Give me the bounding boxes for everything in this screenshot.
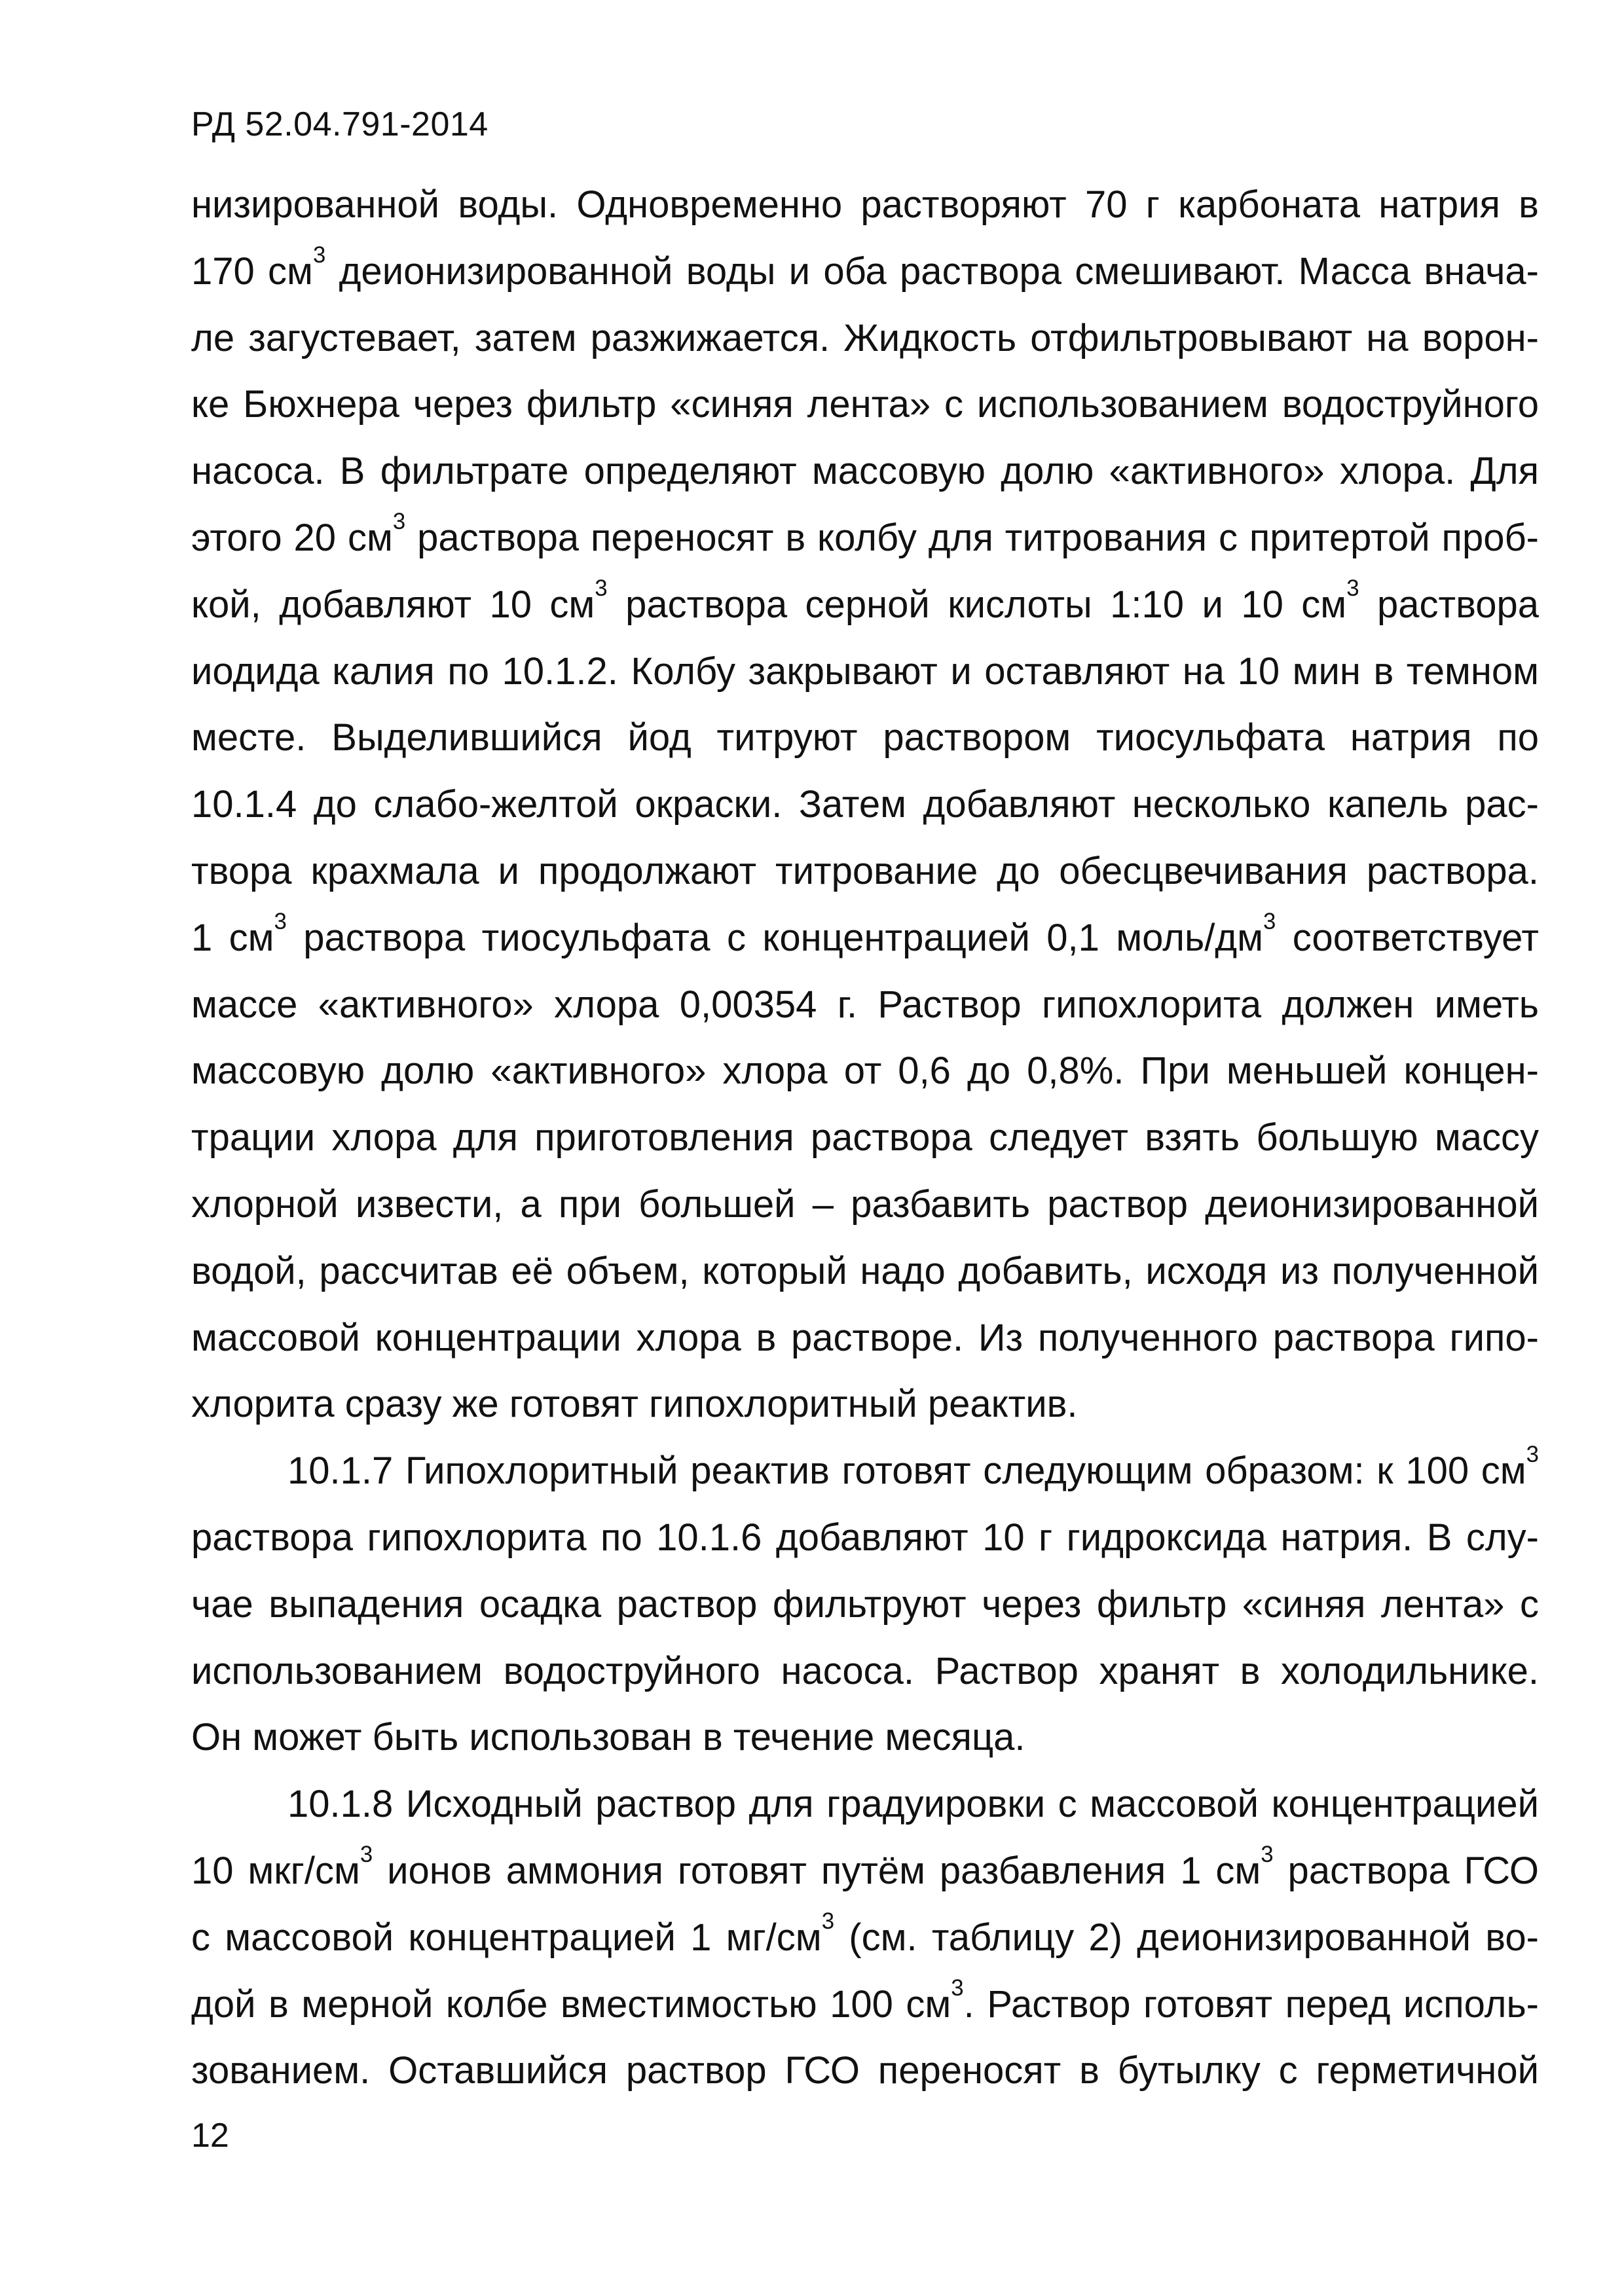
text-segment: массовую долю «активного» хлора от 0,6 до 0,8%. При меньшей концен- — [191, 1049, 1539, 1093]
text-segment: (см. таблицу 2) деионизированной во- — [834, 1916, 1539, 1959]
text-line — [191, 1638, 1539, 1705]
body-text — [191, 172, 1539, 2104]
superscript: 3 — [595, 575, 608, 601]
text-segment: . Раствор готовят перед исполь- — [963, 1982, 1539, 2026]
text-segment: раствора ГСО — [1273, 1849, 1540, 1892]
text-line — [191, 704, 1539, 771]
text-line — [191, 1238, 1539, 1305]
text-line — [191, 438, 1539, 505]
text-segment: водой, рассчитав её объем, который надо добавить, исходя из полученной — [191, 1249, 1539, 1292]
text-segment: этого 20 см — [191, 516, 393, 559]
text-line — [191, 172, 1539, 238]
text-line — [191, 238, 1539, 305]
text-line — [191, 1571, 1539, 1638]
text-line — [191, 1171, 1539, 1238]
page-number: 12 — [191, 2117, 229, 2155]
text-segment: 1 см — [191, 916, 274, 959]
text-segment: раствора переносят в колбу для титрования с притертой проб- — [405, 516, 1539, 559]
superscript: 3 — [274, 908, 287, 934]
text-segment: с массовой концентрацией 1 мг/см — [191, 1916, 822, 1959]
text-line — [191, 1438, 1539, 1504]
text-segment: хлорной извести, а при большей – разбавить раствор деионизированной — [191, 1182, 1539, 1226]
text-segment: зованием. Оставшийся раствор ГСО переносят в бутылку с герметичной — [191, 2049, 1539, 2092]
text-line — [191, 1838, 1539, 1904]
text-line — [191, 1038, 1539, 1104]
text-segment: твора крахмала и продолжают титрование до обесцвечивания раствора. — [191, 849, 1539, 892]
text-segment: низированной воды. Одновременно растворяют 70 г карбоната натрия в — [191, 183, 1539, 226]
text-line — [191, 1971, 1539, 2038]
text-segment: раствора серной кислоты 1:10 и 10 см — [607, 583, 1347, 626]
text-line — [191, 505, 1539, 572]
text-segment: иодида калия по 10.1.2. Колбу закрывают и оставляют на 10 мин в темном — [191, 649, 1539, 693]
superscript: 3 — [392, 508, 406, 534]
text-segment: деионизированной воды и оба раствора смешивают. Масса внача- — [325, 249, 1539, 293]
superscript: 3 — [312, 242, 326, 268]
text-segment: массе «активного» хлора 0,00354 г. Раствор гипохлорита должен иметь — [191, 983, 1539, 1026]
text-segment: 10.1.8 Исходный раствор для градуировки с массовой концентрацией — [287, 1783, 1539, 1826]
superscript: 3 — [1346, 575, 1359, 601]
text-segment: 10.1.4 до слабо-желтой окраски. Затем добавляют несколько капель рас- — [191, 783, 1539, 826]
text-line — [191, 972, 1539, 1038]
text-line — [191, 1704, 1539, 1771]
text-line — [191, 1305, 1539, 1372]
text-line — [191, 838, 1539, 905]
text-line — [191, 1104, 1539, 1171]
text-segment: чае выпадения осадка раствор фильтруют через фильтр «синяя лента» с — [191, 1582, 1539, 1626]
text-segment: использованием водоструйного насоса. Раствор хранят в холодильнике. — [191, 1649, 1539, 1692]
text-segment: соответствует — [1276, 916, 1539, 959]
superscript: 3 — [1261, 1841, 1274, 1867]
superscript: 3 — [360, 1841, 373, 1867]
text-segment: ионов аммония готовят путём разбавления 1 см — [373, 1849, 1261, 1892]
text-line — [191, 1504, 1539, 1571]
text-segment: трации хлора для приготовления раствора следует взять большую массу — [191, 1116, 1539, 1159]
text-segment: массовой концентрации хлора в растворе. Из полученного раствора гипо- — [191, 1316, 1539, 1359]
text-segment: 170 см — [191, 249, 313, 293]
text-line — [191, 371, 1539, 438]
text-segment: насоса. В фильтрате определяют массовую долю «активного» хлора. Для — [191, 450, 1539, 493]
text-segment: раствора гипохлорита по 10.1.6 добавляют 10 г гидроксида натрия. В слу- — [191, 1516, 1539, 1559]
superscript: 3 — [1263, 908, 1276, 934]
text-segment: ке Бюхнера через фильтр «синяя лента» с использованием водоструйного — [191, 383, 1539, 426]
text-segment: 10 мкг/см — [191, 1849, 360, 1892]
text-segment: ле загустевает, затем разжижается. Жидкость отфильтровывают на ворон- — [191, 316, 1539, 359]
text-line — [191, 572, 1539, 638]
text-segment: раствора — [1359, 583, 1540, 626]
text-segment: кой, добавляют 10 см — [191, 583, 595, 626]
text-line — [191, 1371, 1539, 1438]
text-line — [191, 638, 1539, 705]
superscript: 3 — [821, 1908, 835, 1934]
text-segment: раствора тиосульфата с концентрацией 0,1 моль/дм — [286, 916, 1264, 959]
document-code-header: РД 52.04.791-2014 — [191, 105, 489, 143]
text-segment: дой в мерной колбе вместимостью 100 см — [191, 1982, 951, 2026]
text-segment: 10.1.7 Гипохлоритный реактив готовят следующим образом: к 100 см — [287, 1449, 1526, 1493]
superscript: 3 — [951, 1975, 964, 2001]
text-line — [191, 1771, 1539, 1838]
superscript: 3 — [1526, 1442, 1539, 1468]
text-segment: хлорита сразу же готовят гипохлоритный реактив. — [191, 1383, 1078, 1426]
text-line — [191, 905, 1539, 972]
text-segment: месте. Выделившийся йод титруют раствором тиосульфата натрия по — [191, 716, 1539, 759]
text-line — [191, 2037, 1539, 2104]
text-segment: Он может быть использован в течение месяца. — [191, 1716, 1025, 1759]
text-line — [191, 771, 1539, 838]
text-line — [191, 305, 1539, 372]
text-line — [191, 1904, 1539, 1971]
